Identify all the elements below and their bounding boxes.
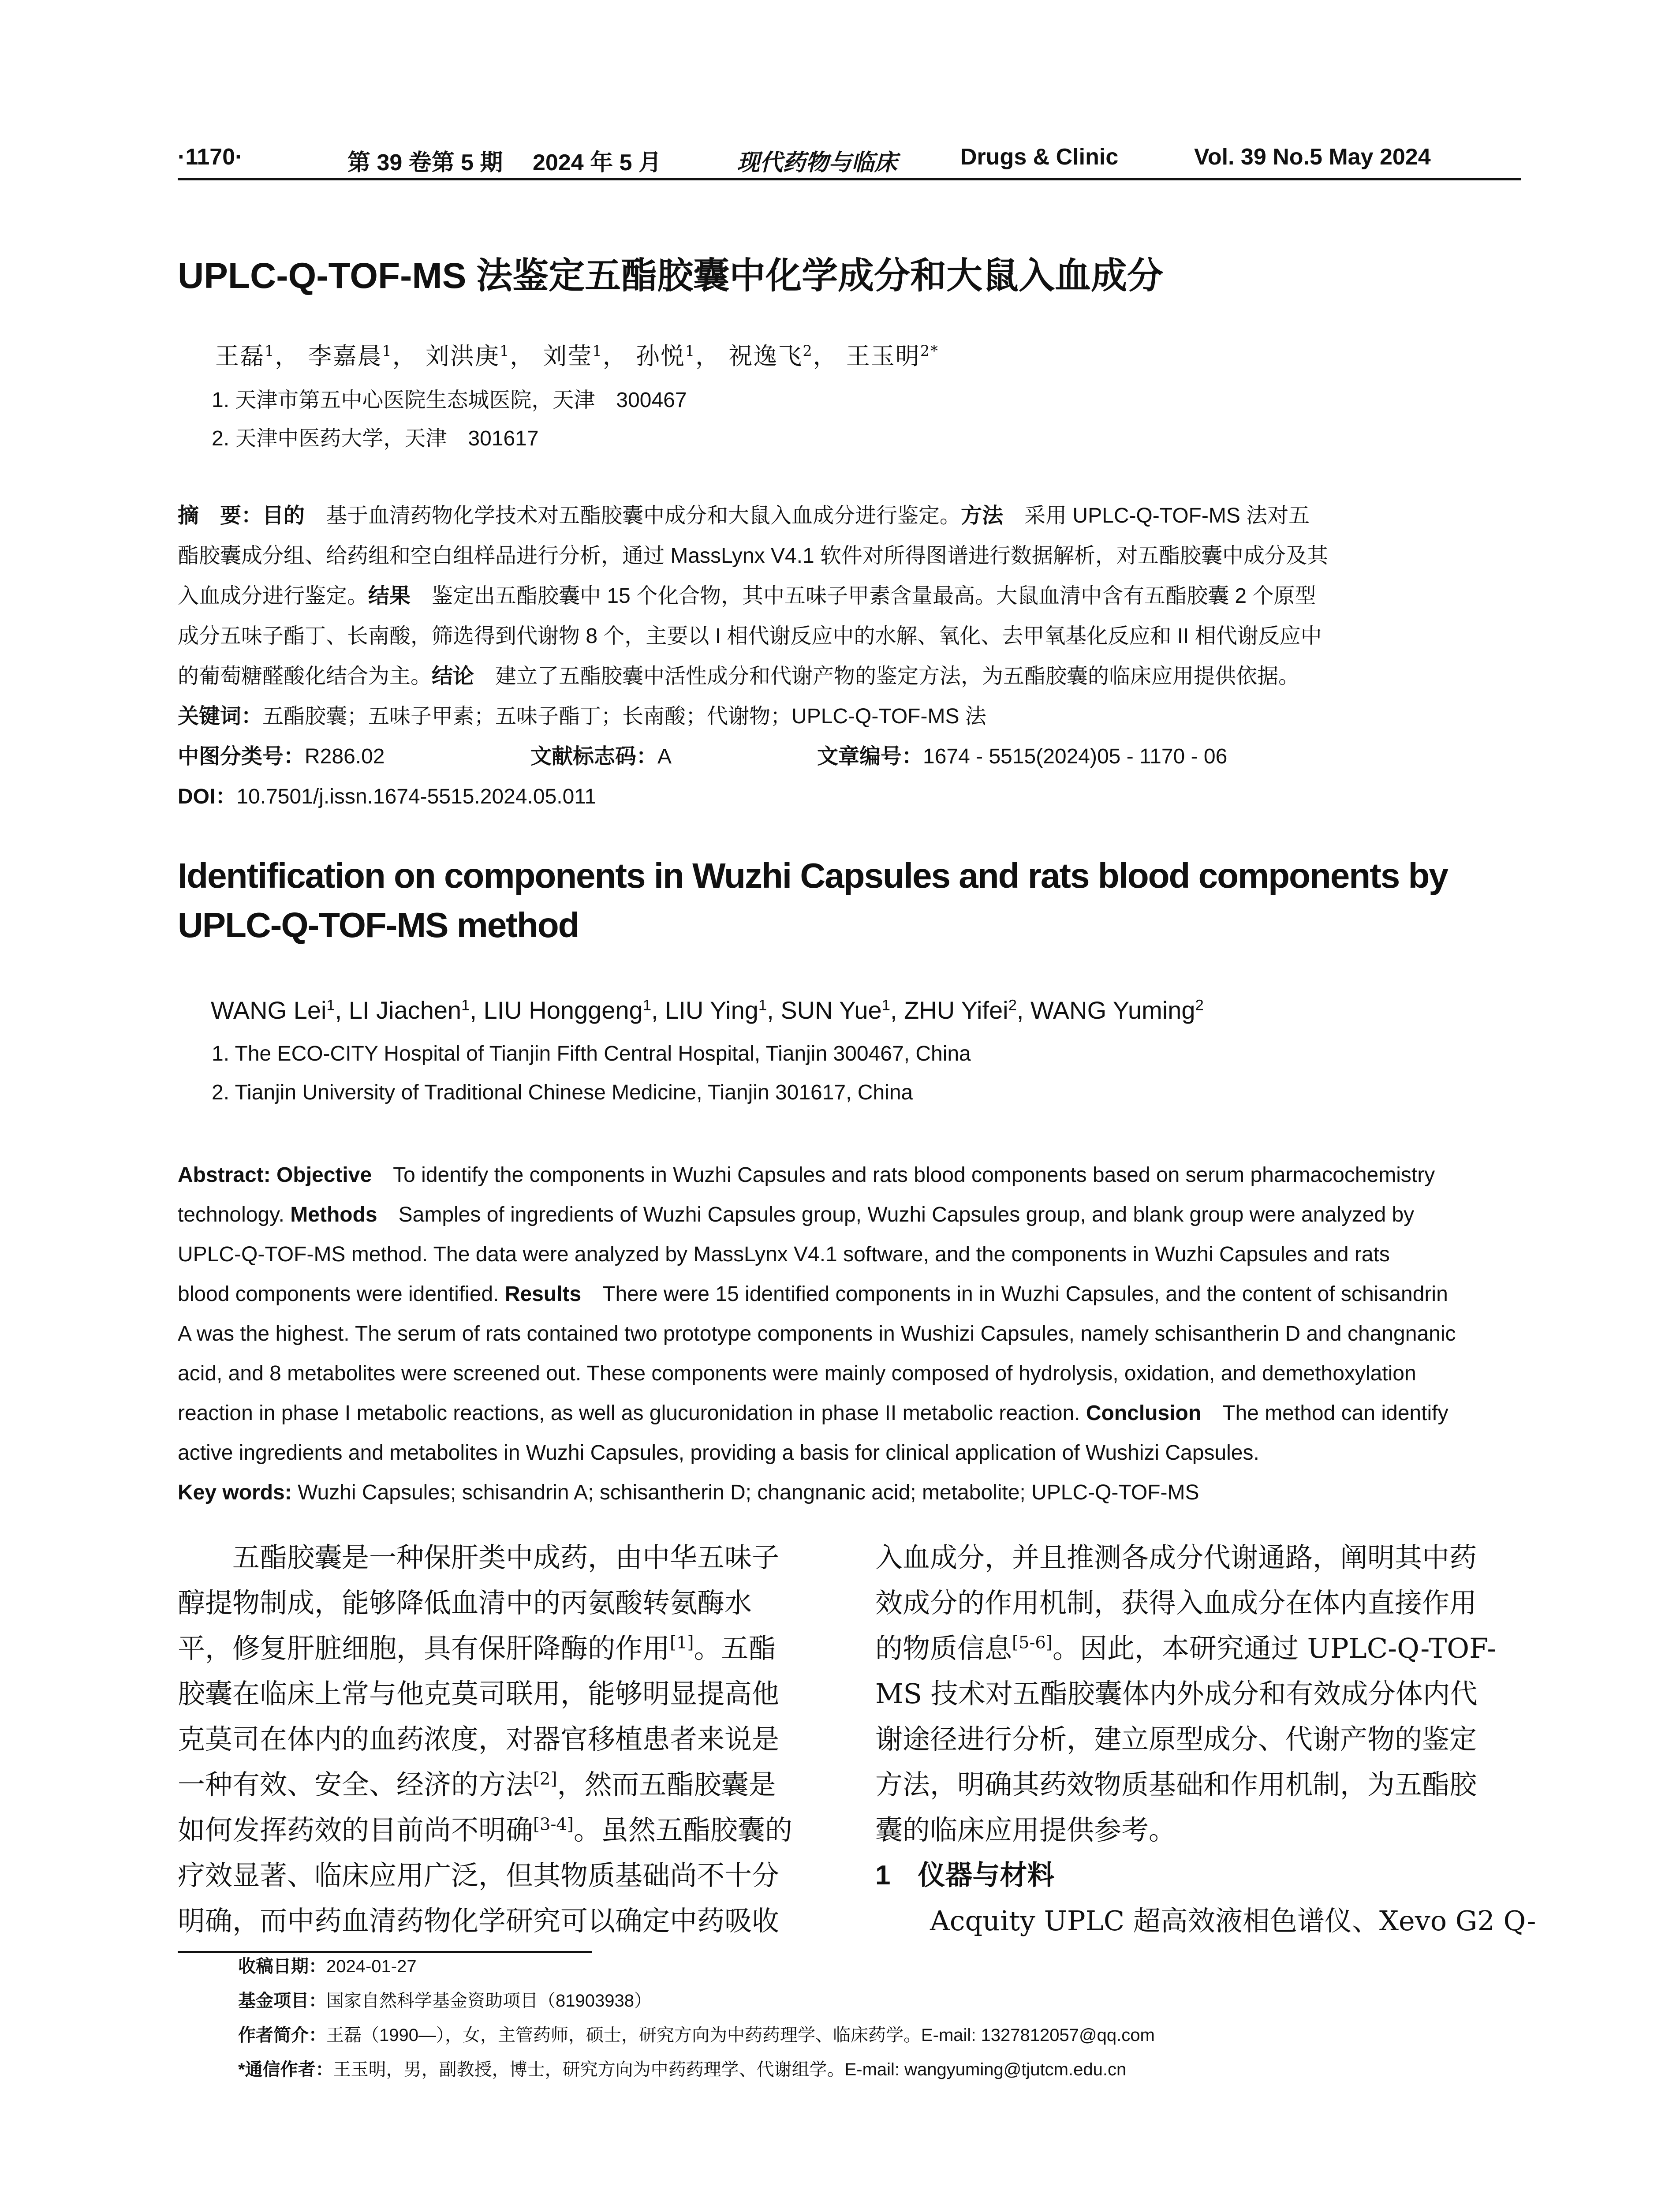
abstract-en-line: blood components were identified. Results There were 15 identified components in in Wuzhi Capsules, and the content of schisandrin [178, 1282, 1448, 1306]
journal-name-cn: 现代药物与临床 [737, 149, 898, 176]
body-line: 囊的临床应用提供参考。 [875, 1814, 1176, 1846]
author-en: SUN Yue$^1$ [780, 996, 890, 1024]
body-line: MS 技术对五酯胶囊体内外成分和有效成分体内代 [875, 1678, 1478, 1710]
abstract-en-line: technology. Methods Samples of ingredients of Wuzhi Capsules group, Wuzhi Capsules group, and blank group were analyzed by [178, 1203, 1415, 1226]
issue-en: Vol. 39 No.5 May 2024 [1194, 144, 1431, 170]
keywords-en: Key words: Wuzhi Capsules; schisandrin A; schisantherin D; changnanic acid; metabolite; UPLC-Q-TOF-MS [178, 1481, 1199, 1504]
doi-line: DOI：10.7501/j.issn.1674-5515.2024.05.011 [178, 785, 597, 808]
author-en: LI Jiachen$^1$ [348, 996, 470, 1024]
body-line: 五酯胶囊是一种保肝类中成药，由中华五味子 [232, 1541, 780, 1573]
affiliation-cn-1: 1. 天津市第五中心医院生态城医院，天津 300467 [212, 389, 687, 412]
body-line: 平，修复肝脏细胞，具有保肝降酶的作用[1]。五酯 [178, 1632, 776, 1664]
abstract-cn-line: 入血成分进行鉴定。结果 鉴定出五酯胶囊中 15 个化合物，其中五味子甲素含量最高。大鼠血清中含有五酯胶囊 2 个原型 [178, 584, 1316, 608]
citation[interactable]: [2] [533, 1769, 557, 1789]
footnote-received: 收稿日期：2024-01-27 [238, 1957, 417, 1976]
author-cn: 孙悦$^1$ [635, 342, 696, 370]
abstract-en-line: Abstract: Objective To identify the components in Wuzhi Capsules and rats blood components based on serum pharmacochemistry [178, 1163, 1435, 1187]
author-cn: 刘洪庚$^1$ [425, 342, 510, 370]
author-cn: 李嘉晨$^1$ [308, 342, 392, 370]
body-line: 醇提物制成，能够降低血清中的丙氨酸转氨酶水 [178, 1587, 752, 1619]
body-line: 的物质信息[5-6]。因此，本研究通过 UPLC-Q-TOF- [875, 1632, 1497, 1664]
date-cn: 2024 年 5 月 [533, 150, 661, 176]
classification-line: 中图分类号：R286.02 文献标志码：A 文章编号：1674 - 5515(2024)05 - 1170 - 06 [178, 745, 1228, 768]
title-en-line: UPLC-Q-TOF-MS method [178, 905, 579, 945]
body-line: 如何发挥药效的目前尚不明确[3-4]。虽然五酯胶囊的 [178, 1814, 792, 1846]
authors-cn: 王磊$^1$， 李嘉晨$^1$， 刘洪庚$^1$， 刘莹$^1$， 孙悦$^1$， 祝逸飞$^2$， 王玉明$^{2*}$ [215, 342, 939, 370]
abstract-cn-line: 的葡萄糖醛酸化结合为主。结论 建立了五酯胶囊中活性成分和代谢产物的鉴定方法，为五酯胶囊的临床应用提供依据。 [178, 665, 1300, 688]
body-column-left [178, 1535, 817, 1943]
section-heading: 1 仪器与材料 [875, 1860, 1055, 1891]
author-cn: 王玉明$^{2*}$ [846, 342, 939, 370]
author-cn: 刘莹$^1$ [543, 342, 603, 370]
author-cn: 祝逸飞$^2$ [728, 342, 813, 370]
abstract-en-line: A was the highest. The serum of rats contained two prototype components in Wushizi Capsules, namely schisantherin D and changnanic [178, 1322, 1456, 1345]
author-en: WANG Yuming$^2$ [1030, 996, 1204, 1024]
body-line: 方法，明确其药效物质基础和作用机制，为五酯胶 [875, 1768, 1477, 1801]
footnote-corresponding: *通信作者：王玉明，男，副教授，博士，研究方向为中药药理学、代谢组学。E-mail: wangyuming@tjutcm.edu.cn [238, 2060, 1127, 2079]
author-en: LIU Honggeng$^1$ [483, 996, 652, 1024]
keywords-cn: 关键词：五酯胶囊；五味子甲素；五味子酯丁；长南酸；代谢物；UPLC-Q-TOF-MS 法 [178, 705, 986, 728]
body-line: 克莫司在体内的血药浓度，对器官移植患者来说是 [178, 1723, 780, 1755]
footnote-fund: 基金项目：国家自然科学基金资助项目（81903938） [238, 1991, 652, 2011]
body-line: 入血成分，并且推测各成分代谢通路，阐明其中药 [875, 1541, 1477, 1573]
abstract-en-line: active ingredients and metabolites in Wuzhi Capsules, providing a basis for clinical application of Wushizi Capsules. [178, 1441, 1259, 1465]
body-column-right [875, 1535, 1536, 1943]
abstract-en-line: UPLC-Q-TOF-MS method. The data were analyzed by MassLynx V4.1 software, and the components in Wuzhi Capsules and rats [178, 1243, 1390, 1266]
body-line: 效成分的作用机制，获得入血成分在体内直接作用 [875, 1587, 1477, 1619]
affiliation-cn-2: 2. 天津中医药大学，天津 301617 [212, 427, 539, 450]
issue-cn: 第 39 卷第 5 期 [347, 150, 503, 176]
abstract-cn [178, 496, 1523, 817]
citation[interactable]: [5-6] [1012, 1633, 1053, 1653]
author-en: LIU Ying$^1$ [665, 996, 767, 1024]
affiliation-en-2: 2. Tianjin University of Traditional Chinese Medicine, Tianjin 301617, China [212, 1081, 913, 1104]
footnote-author: 作者简介：王磊（1990—），女，主管药师，硕士，研究方向为中药药理学、临床药学。E-mail: 1327812057@qq.com [238, 2026, 1155, 2045]
journal-name-en: Drugs & Clinic [960, 144, 1119, 170]
abstract-cn-line: 成分五味子酯丁、长南酸，筛选得到代谢物 8 个，主要以 I 相代谢反应中的水解、氧化、去甲氧基化反应和 II 相代谢反应中 [178, 624, 1322, 648]
body-line: 胶囊在临床上常与他克莫司联用，能够明显提高他 [178, 1678, 780, 1710]
abstract-cn-line: 酯胶囊成分组、给药组和空白组样品进行分析，通过 MassLynx V4.1 软件对所得图谱进行数据解析，对五酯胶囊中成分及其 [178, 544, 1329, 568]
body-line: 谢途径进行分析，建立原型成分、代谢产物的鉴定 [875, 1723, 1477, 1755]
title-en-line: Identification on components in Wuzhi Capsules and rats blood components by [178, 856, 1448, 895]
header-rule [178, 178, 1521, 180]
citation[interactable]: [3-4] [533, 1814, 574, 1835]
citation[interactable]: [1] [670, 1633, 694, 1653]
footnotes [238, 1949, 1155, 2087]
page-number: ·1170· [178, 144, 243, 170]
authors-en: WANG Lei$^1$, LI Jiachen$^1$, LIU Honggeng$^1$, LIU Ying$^1$, SUN Yue$^1$, ZHU Yifei$^2$, WANG Yuming$^2$ [211, 996, 1204, 1024]
body-line: 一种有效、安全、经济的方法[2]，然而五酯胶囊是 [178, 1768, 776, 1801]
body-line: 疗效显著、临床应用广泛，但其物质基础尚不十分 [178, 1859, 780, 1891]
author-cn: 王磊$^1$ [215, 342, 275, 370]
abstract-en-line: reaction in phase I metabolic reactions, as well as glucuronidation in phase II metabolic reaction. Conclusion The method can identify [178, 1401, 1449, 1425]
abstract-en [178, 1155, 1523, 1513]
affiliation-en-1: 1. The ECO-CITY Hospital of Tianjin Fifth Central Hospital, Tianjin 300467, China [212, 1042, 971, 1065]
abstract-en-line: acid, and 8 metabolites were screened out. These components were mainly composed of hydrolysis, oxidation, and demethoxylation [178, 1362, 1416, 1385]
title-en [178, 851, 1523, 950]
title-cn: UPLC-Q-TOF-MS 法鉴定五酯胶囊中化学成分和大鼠入血成分 [178, 256, 1164, 296]
author-en: ZHU Yifei$^2$ [904, 996, 1017, 1024]
body-line: 明确，而中药血清药物化学研究可以确定中药吸收 [178, 1905, 780, 1937]
abstract-cn-line: 摘 要：目的 基于血清药物化学技术对五酯胶囊中成分和大鼠入血成分进行鉴定。方法 采用 UPLC-Q-TOF-MS 法对五 [178, 504, 1310, 527]
body-line: Acquity UPLC 超高效液相色谱仪、Xevo G2 Q- [930, 1905, 1536, 1937]
running-header [178, 138, 1523, 178]
author-en: WANG Lei$^1$ [211, 996, 335, 1024]
